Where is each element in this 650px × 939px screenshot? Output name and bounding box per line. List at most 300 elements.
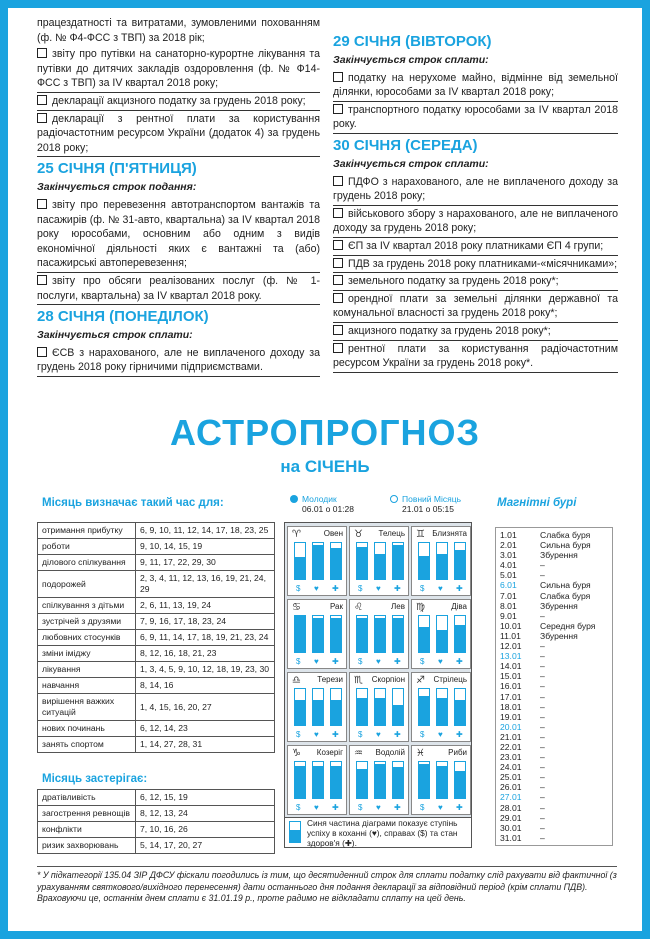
magnetic-date: 10.01 — [500, 620, 522, 631]
table-row — [38, 646, 275, 662]
zodiac-name: Скорпіон — [371, 675, 405, 684]
zodiac-name: Близнята — [432, 529, 467, 538]
item-text: земельного податку за грудень 2018 року*; — [348, 275, 559, 288]
success-bar — [330, 688, 342, 726]
health-icon: ✚ — [332, 657, 339, 666]
success-bar — [294, 761, 306, 799]
table-row — [38, 523, 275, 539]
success-bar — [374, 761, 386, 799]
success-bar — [374, 688, 386, 726]
table-row — [38, 694, 275, 721]
magnetic-status: – — [540, 661, 545, 672]
checkbox-icon[interactable] — [333, 258, 343, 268]
success-bar-fill — [437, 630, 447, 652]
zodiac-name: Лев — [391, 602, 405, 611]
magnetic-row — [500, 762, 608, 772]
magnetic-row — [500, 570, 608, 580]
magnetic-row — [500, 692, 608, 702]
item-text: орендної плати за земельні ділянки державної та комунальної власності за грудень 2018 року*; — [333, 292, 618, 320]
zodiac-cell — [411, 526, 471, 596]
warning-heading: Місяць застерігає: — [42, 773, 148, 785]
magnetic-row — [500, 641, 608, 651]
checkbox-icon[interactable] — [333, 240, 343, 250]
success-bar-fill — [375, 698, 385, 725]
magnetic-status: Слабка буря — [540, 590, 591, 601]
checklist-item — [333, 238, 618, 256]
magnetic-status: Збурення — [540, 630, 578, 641]
item-text: ЄП за IV квартал 2018 року платниками ЄП 4 групи; — [348, 239, 604, 252]
dates-cell: 2, 3, 4, 11, 12, 13, 16, 19, 21, 24, 29 — [136, 571, 275, 598]
checkbox-icon[interactable] — [37, 113, 47, 123]
success-bar-fill — [375, 554, 385, 579]
success-bar-fill — [375, 764, 385, 798]
money-icon: $ — [296, 803, 301, 812]
astro-title: АСТРОПРОГНОЗ — [169, 412, 481, 453]
love-icon: ♥ — [376, 803, 381, 812]
magnetic-status: – — [540, 651, 545, 662]
magnetic-row — [500, 631, 608, 641]
success-bar — [454, 761, 466, 799]
magnetic-status: – — [540, 812, 545, 823]
left-column — [37, 16, 320, 377]
magnetic-date: 24.01 — [500, 762, 522, 773]
magnetic-row — [500, 752, 608, 762]
item-text: транспортного податку юрособами за IV квартал 2018 року. — [333, 103, 618, 131]
money-icon: $ — [420, 730, 425, 739]
success-bar — [312, 615, 324, 653]
magnetic-status: – — [540, 752, 545, 763]
magnetic-date: 5.01 — [500, 570, 517, 581]
love-icon: ♥ — [376, 584, 381, 593]
magnetic-row — [500, 833, 608, 843]
love-icon: ♥ — [438, 803, 443, 812]
health-icon: ✚ — [394, 657, 401, 666]
magnetic-row — [500, 671, 608, 681]
success-bar — [392, 761, 404, 799]
success-bar-fill — [295, 557, 305, 579]
success-bar-fill — [393, 767, 403, 798]
health-icon: ✚ — [394, 803, 401, 812]
checkbox-icon[interactable] — [37, 347, 47, 357]
success-bar — [374, 615, 386, 653]
zodiac-sign-icon: ♉ — [354, 529, 363, 540]
magnetic-date: 14.01 — [500, 661, 522, 672]
dates-cell: 9, 11, 17, 22, 29, 30 — [136, 555, 275, 571]
dates-cell: 9, 10, 14, 15, 19 — [136, 539, 275, 555]
zodiac-name: Терези — [317, 675, 343, 684]
item-text: звіту про обсяги реалізованих послуг (ф. № 1-послуги, квартальна) за IV квартал 2018 року. — [37, 274, 320, 302]
magnetic-row — [500, 742, 608, 752]
love-icon: ♥ — [376, 657, 381, 666]
success-bar — [418, 542, 430, 580]
zodiac-sign-icon: ♑ — [292, 748, 301, 759]
success-bar-fill — [295, 766, 305, 798]
magnetic-date: 16.01 — [500, 681, 522, 692]
zodiac-sign-icon: ♒ — [354, 748, 363, 759]
heading-30-jan: 30 СІЧНЯ (СЕРЕДА) — [333, 136, 478, 154]
item-text: декларації акцизного податку за грудень 2018 року; — [52, 94, 306, 107]
dates-cell: 6, 12, 15, 19 — [136, 790, 275, 806]
success-bar — [294, 615, 306, 653]
activity-cell: подорожей — [38, 571, 136, 598]
activity-cell: зміни іміджу — [38, 646, 136, 662]
success-bar-fill — [331, 766, 341, 798]
magnetic-status: – — [540, 691, 545, 702]
dates-cell: 1, 14, 27, 28, 31 — [136, 737, 275, 753]
success-bar-fill — [393, 705, 403, 725]
dates-cell: 7, 10, 16, 26 — [136, 822, 275, 838]
item-text: декларації з рентної плати за користування радіочастотним ресурсом України (додаток 4) за грудень 2018 року; — [37, 112, 320, 154]
new-moon-label: Молодик — [302, 494, 337, 504]
activity-cell: ділового спілкування — [38, 555, 136, 571]
magnetic-date: 1.01 — [500, 530, 517, 540]
success-bar — [330, 761, 342, 799]
success-bar — [454, 542, 466, 580]
magnetic-row — [500, 540, 608, 550]
table-row — [38, 539, 275, 555]
checkbox-icon[interactable] — [37, 48, 47, 58]
subheading-28: Закінчується строк сплати: — [37, 329, 193, 342]
table-row — [38, 630, 275, 646]
success-bar-fill — [437, 554, 447, 579]
activity-cell: ризик захворювань — [38, 838, 136, 854]
magnetic-date: 8.01 — [500, 600, 517, 611]
activity-cell: зустрічей з друзями — [38, 614, 136, 630]
magnetic-status: – — [540, 782, 545, 793]
zodiac-sign-icon: ♍ — [416, 602, 425, 613]
item-text: військового збору з нарахованого, але не виплаченого доходу за грудень 2018 року; — [333, 207, 618, 235]
table-row — [38, 555, 275, 571]
magnetic-status: Сильна буря — [540, 580, 591, 591]
success-bar — [418, 688, 430, 726]
money-icon: $ — [296, 730, 301, 739]
magnetic-row — [500, 530, 608, 540]
success-bar — [418, 761, 430, 799]
zodiac-cell — [287, 745, 347, 815]
magnetic-date: 15.01 — [500, 671, 522, 682]
activity-cell: любовних стосунків — [38, 630, 136, 646]
success-bar-fill — [357, 547, 367, 579]
magnetic-row — [500, 813, 608, 823]
dates-cell: 8, 12, 13, 24 — [136, 806, 275, 822]
dates-cell: 2, 6, 11, 13, 19, 24 — [136, 598, 275, 614]
magnetic-date: 19.01 — [500, 711, 522, 722]
money-icon: $ — [296, 657, 301, 666]
magnetic-row — [500, 601, 608, 611]
health-icon: ✚ — [456, 803, 463, 812]
success-bar — [454, 615, 466, 653]
zodiac-sign-icon: ♈ — [292, 529, 301, 540]
magnetic-status: – — [540, 671, 545, 682]
success-bar-fill — [295, 616, 305, 652]
money-icon: $ — [296, 584, 301, 593]
footnote: * У підкатегорії 135.04 ЗІР ДФСУ фіскали погодились із тим, що десятиденний строк для сплати податку слід рахувати від фактичної (з урахуванням святкового/вихідного перенесення) дати останнього дня подання декларації за відповідний період (крім сплати ПДВ). Враховуючи це, останнім днем сплати є 31.01.19 р., проте радимо не відкладати сплату на цей день. — [37, 866, 617, 905]
magnetic-date: 30.01 — [500, 822, 522, 833]
table-row — [38, 662, 275, 678]
dates-cell: 8, 14, 16 — [136, 678, 275, 694]
zodiac-name: Риби — [448, 748, 467, 757]
checkbox-icon[interactable] — [37, 199, 47, 209]
zodiac-cell — [349, 745, 409, 815]
activity-cell: роботи — [38, 539, 136, 555]
success-bar-fill — [419, 764, 429, 798]
success-bar — [356, 615, 368, 653]
item-text: рентної плати за користування радіочастотним ресурсом України за грудень 2018 року*. — [333, 342, 618, 370]
item-text: ПДФО з нарахованого, але не виплаченого доходу за грудень 2018 року; — [333, 175, 618, 203]
checklist-item — [37, 197, 320, 273]
magnetic-status: – — [540, 741, 545, 752]
astro-subtitle: на СІЧЕНЬ — [280, 457, 370, 476]
checkbox-icon[interactable] — [333, 72, 343, 82]
magnetic-date: 21.01 — [500, 731, 522, 742]
dates-cell: 6, 9, 10, 11, 12, 14, 17, 18, 23, 25 — [136, 523, 275, 539]
new-moon-icon — [290, 495, 298, 503]
magnetic-date: 13.01 — [500, 651, 522, 662]
magnetic-row — [500, 823, 608, 833]
checklist-item — [37, 345, 320, 377]
zodiac-sign-icon: ♓ — [416, 748, 425, 759]
success-bar-fill — [437, 766, 447, 798]
love-icon: ♥ — [314, 803, 319, 812]
zodiac-name: Діва — [451, 602, 467, 611]
magnetic-status: – — [540, 610, 545, 621]
success-bar-fill — [455, 700, 465, 725]
dates-cell: 8, 12, 16, 18, 21, 23 — [136, 646, 275, 662]
magnetic-row — [500, 560, 608, 570]
money-icon: $ — [358, 803, 363, 812]
success-bar-fill — [419, 627, 429, 652]
magnetic-status: – — [540, 802, 545, 813]
zodiac-sign-icon: ♎ — [292, 675, 301, 686]
magnetic-date: 6.01 — [500, 580, 517, 591]
zodiac-cell — [287, 526, 347, 596]
table-row — [38, 790, 275, 806]
magnetic-status: Слабка буря — [540, 530, 591, 540]
heading-29-jan: 29 СІЧНЯ (ВІВТОРОК) — [333, 33, 492, 50]
health-icon: ✚ — [394, 730, 401, 739]
magnetic-status: – — [540, 772, 545, 783]
dates-cell: 1, 4, 15, 16, 20, 27 — [136, 694, 275, 721]
zodiac-cell — [287, 599, 347, 669]
magnetic-date: 26.01 — [500, 782, 522, 793]
item-text: звіту про перевезення автотранспортом вантажів та пасажирів (ф. № 31-авто, квартальна) за IV квартал 2018 року юрособами, основним або одним з видів економічної діяльності яких є вантажні та (або) пасажирські автоперевезення; — [37, 198, 320, 270]
love-icon: ♥ — [314, 730, 319, 739]
checklist-item — [37, 111, 320, 158]
checkbox-icon[interactable] — [333, 176, 343, 186]
magnetic-date: 11.01 — [500, 630, 521, 641]
checklist-item — [333, 206, 618, 238]
success-bar-fill — [393, 618, 403, 652]
right-column — [333, 30, 618, 373]
checkbox-icon[interactable] — [37, 275, 47, 285]
magnetic-row — [500, 722, 608, 732]
magnetic-heading: Магнітні бурі — [497, 497, 577, 509]
zodiac-sign-icon: ♏ — [354, 675, 363, 686]
magnetic-status: – — [540, 641, 545, 652]
activity-cell: навчання — [38, 678, 136, 694]
success-bar-fill — [437, 698, 447, 725]
table-row — [38, 822, 275, 838]
health-icon: ✚ — [456, 584, 463, 593]
magnetic-row — [500, 681, 608, 691]
magnetic-row — [500, 550, 608, 560]
zodiac-note — [284, 818, 472, 848]
love-icon: ♥ — [438, 730, 443, 739]
success-bar-fill — [357, 698, 367, 725]
zodiac-name: Водолій — [375, 748, 405, 757]
success-bar-fill — [455, 550, 465, 579]
checkbox-icon[interactable] — [333, 104, 343, 114]
magnetic-row — [500, 591, 608, 601]
checklist-item — [333, 256, 618, 274]
warning-table — [37, 789, 275, 854]
magnetic-row — [500, 772, 608, 782]
magnetic-row — [500, 712, 608, 722]
success-bar — [436, 542, 448, 580]
magnetic-row — [500, 621, 608, 631]
zodiac-cell — [349, 672, 409, 742]
checklist-item — [333, 70, 618, 102]
table-row — [38, 598, 275, 614]
success-bar — [356, 542, 368, 580]
magnetic-date: 2.01 — [500, 540, 517, 551]
success-bar — [356, 761, 368, 799]
love-icon: ♥ — [314, 657, 319, 666]
success-bar — [330, 615, 342, 653]
magnetic-status: – — [540, 721, 545, 732]
money-icon: $ — [358, 584, 363, 593]
table-row — [38, 838, 275, 854]
success-bar-fill — [375, 618, 385, 652]
heading-28-jan: 28 СІЧНЯ (ПОНЕДІЛОК) — [37, 308, 209, 326]
zodiac-cell — [411, 599, 471, 669]
success-bar-fill — [455, 625, 465, 652]
magnetic-status: – — [540, 762, 545, 773]
subheading-25: Закінчується строк подання: — [37, 181, 197, 194]
intro-text: працездатності та витратами, зумовленими похованням (ф. № Ф4-ФСС з ТВП) за 2018 рік; — [37, 17, 320, 44]
activity-cell: спілкування з дітьми — [38, 598, 136, 614]
new-moon-date: 06.01 о 01:28 — [302, 504, 354, 514]
table-row — [38, 614, 275, 630]
magnetic-status: Сильна буря — [540, 540, 591, 551]
success-bar — [436, 615, 448, 653]
magnetic-row — [500, 651, 608, 661]
activity-cell: дратівливість — [38, 790, 136, 806]
love-icon: ♥ — [438, 657, 443, 666]
zodiac-name: Телець — [378, 529, 405, 538]
zodiac-sign-icon: ♌ — [354, 602, 363, 613]
success-bar-fill — [455, 771, 465, 798]
health-icon: ✚ — [456, 657, 463, 666]
dates-cell: 6, 9, 11, 14, 17, 18, 19, 21, 23, 24 — [136, 630, 275, 646]
checkbox-icon[interactable] — [333, 325, 343, 335]
checkbox-icon[interactable] — [333, 343, 343, 353]
magnetic-list — [495, 527, 613, 846]
love-icon: ♥ — [438, 584, 443, 593]
magnetic-row — [500, 782, 608, 792]
success-bar — [436, 688, 448, 726]
zodiac-name: Козеріг — [316, 748, 343, 757]
magnetic-date: 18.01 — [500, 701, 522, 712]
love-icon: ♥ — [376, 730, 381, 739]
magnetic-row — [500, 661, 608, 671]
good-time-table — [37, 522, 275, 753]
checklist-item — [333, 273, 618, 291]
table-row — [38, 737, 275, 753]
money-icon: $ — [420, 803, 425, 812]
activity-cell: конфлікти — [38, 822, 136, 838]
success-bar-fill — [357, 769, 367, 798]
zodiac-name: Стрілець — [433, 675, 467, 684]
checkbox-icon[interactable] — [333, 293, 343, 303]
checkbox-icon[interactable] — [333, 275, 343, 285]
success-bar-fill — [419, 696, 429, 725]
item-text: акцизного податку за грудень 2018 року*; — [348, 324, 551, 337]
activity-cell: отримання прибутку — [38, 523, 136, 539]
checklist-item — [37, 46, 320, 93]
item-text: ПДВ за грудень 2018 року платниками-«місячниками»; — [348, 257, 618, 270]
success-bar — [392, 542, 404, 580]
money-icon: $ — [358, 730, 363, 739]
table-row — [38, 721, 275, 737]
magnetic-status: Середня буря — [540, 620, 596, 631]
magnetic-date: 25.01 — [500, 772, 522, 783]
success-bar — [454, 688, 466, 726]
zodiac-cell — [349, 526, 409, 596]
checkbox-icon[interactable] — [333, 208, 343, 218]
success-bar — [312, 761, 324, 799]
success-bar — [392, 615, 404, 653]
checkbox-icon[interactable] — [37, 95, 47, 105]
magnetic-status: – — [540, 792, 545, 803]
item-text: податку на нерухоме майно, відмінне від земельної ділянки, юрособами за IV квартал 2018 року; — [333, 71, 618, 99]
dates-cell: 1, 3, 4, 5, 9, 10, 12, 18, 19, 23, 30 — [136, 662, 275, 678]
zodiac-sign-icon: ♊ — [416, 529, 425, 540]
health-icon: ✚ — [332, 730, 339, 739]
checklist-item — [333, 323, 618, 341]
activity-cell: загострення ревнощів — [38, 806, 136, 822]
checklist-item — [333, 174, 618, 206]
full-moon — [390, 494, 461, 514]
table-row — [38, 678, 275, 694]
success-bar-fill — [295, 700, 305, 725]
zodiac-name: Рак — [329, 602, 343, 611]
zodiac-name: Овен — [323, 529, 343, 538]
table-row — [38, 571, 275, 598]
health-icon: ✚ — [456, 730, 463, 739]
activity-cell: занять спортом — [38, 737, 136, 753]
magnetic-date: 17.01 — [500, 691, 522, 702]
heading-25-jan: 25 СІЧНЯ (П'ЯТНИЦЯ) — [37, 160, 197, 178]
magnetic-status: – — [540, 822, 545, 833]
zodiac-grid — [284, 522, 472, 818]
magnetic-row — [500, 702, 608, 712]
magnetic-date: 3.01 — [500, 550, 517, 561]
magnetic-date: 23.01 — [500, 752, 522, 763]
magnetic-row — [500, 580, 608, 590]
magnetic-status: – — [540, 560, 545, 571]
zodiac-cell — [411, 745, 471, 815]
subheading-29: Закінчується строк сплати: — [333, 54, 489, 66]
magnetic-row — [500, 732, 608, 742]
zodiac-cell — [349, 599, 409, 669]
zodiac-sign-icon: ♐ — [416, 675, 425, 686]
money-icon: $ — [420, 657, 425, 666]
magnetic-date: 22.01 — [500, 741, 522, 752]
magnetic-date: 4.01 — [500, 560, 517, 571]
success-bar — [418, 615, 430, 653]
success-bar — [312, 542, 324, 580]
